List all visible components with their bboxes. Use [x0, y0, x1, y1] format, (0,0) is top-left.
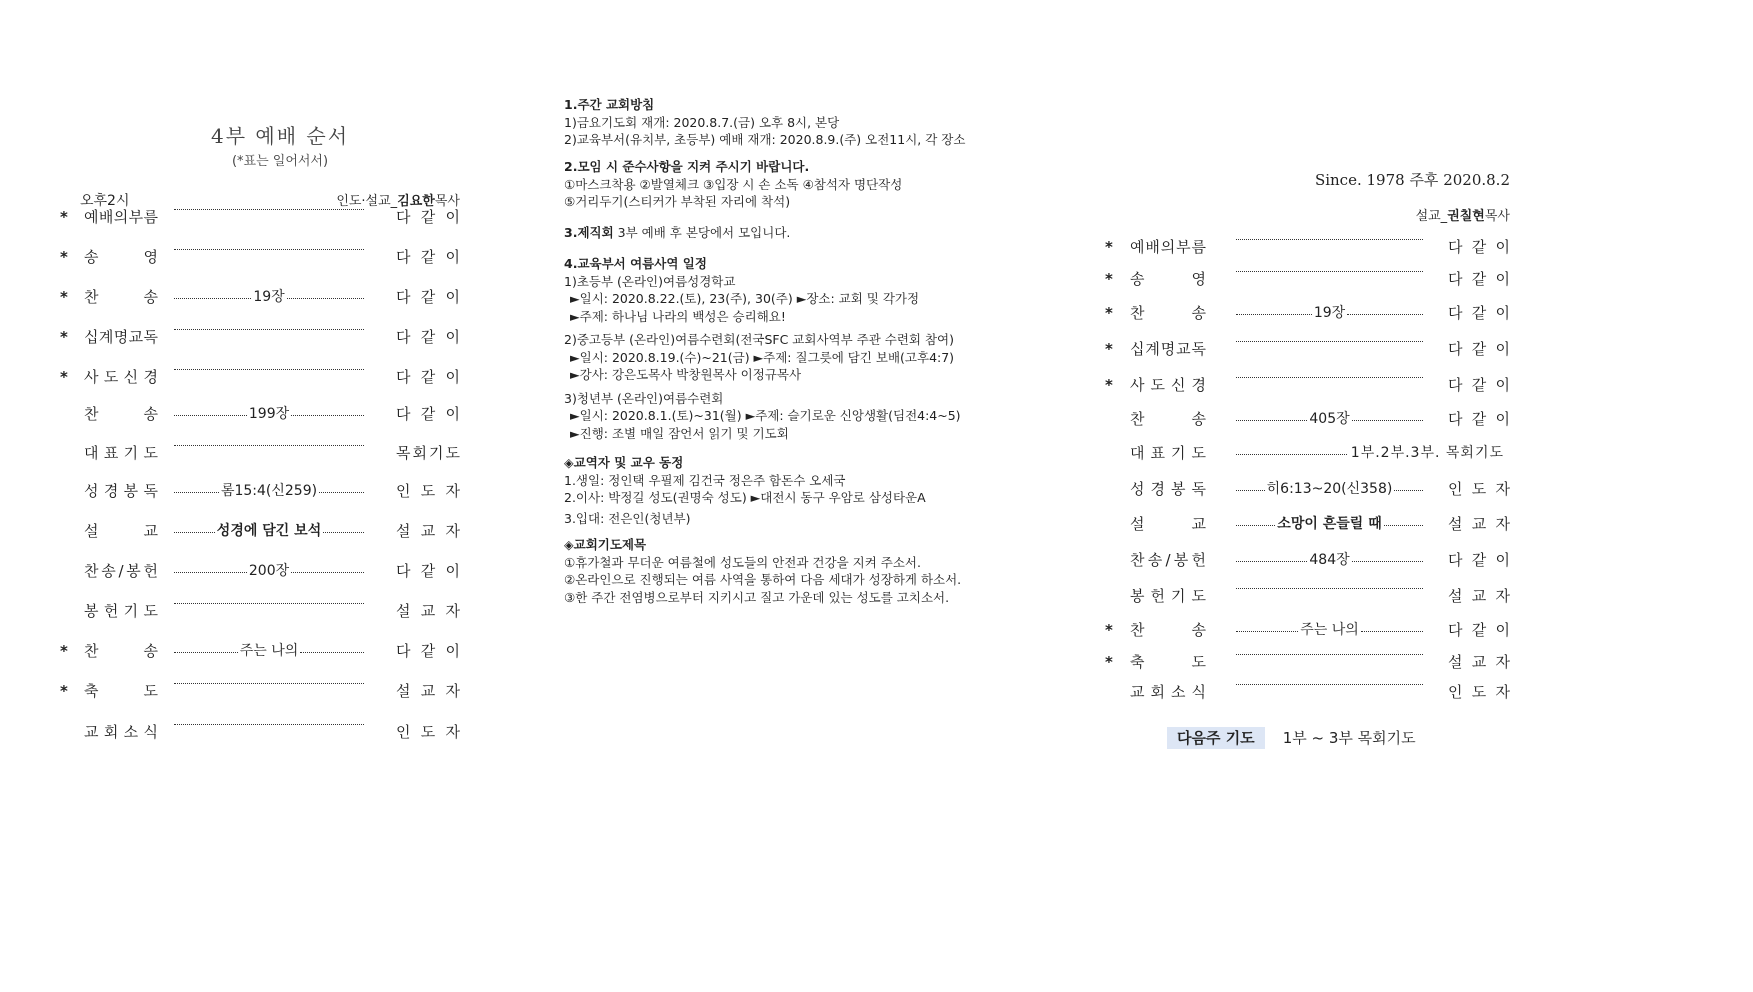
dot-leader [174, 601, 364, 604]
section-title: ◈교역자 및 교우 동정 [564, 455, 684, 470]
order-row [60, 681, 460, 701]
order-item-name: 찬 송 [1130, 410, 1206, 428]
dot-leader [1236, 303, 1423, 323]
order-item-leader: 설 교 자 [1448, 515, 1510, 533]
order-item-name: 십 계 명 교 독 [84, 328, 158, 346]
list-item: ►일시: 2020.8.22.(토), 23(주), 30(주) ►장소: 교회 및 각가정 [570, 291, 920, 306]
dot-leader [174, 207, 364, 210]
order-item-name: 찬 송 / 봉 헌 [84, 562, 158, 580]
date-line: Since. 1978 주후 2020.8.2 [1314, 171, 1510, 189]
standing-marker: * [1105, 621, 1113, 639]
order-item-leader: 인 도 자 [1448, 683, 1510, 701]
order-row [60, 722, 460, 742]
order-item-leader: 다 같 이 [1448, 410, 1510, 428]
list-item: 1.생일: 정인택 우필제 김건국 정은주 함돈수 오세국 [564, 472, 846, 488]
dot-leader [1236, 339, 1423, 342]
order-item-detail: 주는 나의 [1300, 622, 1359, 638]
dot-leader [174, 247, 364, 250]
dot-leader [1236, 682, 1423, 685]
list-item: 2)교육부서(유치부, 초등부) 예배 재개: 2020.8.9.(주) 오전11시, 각 장소 [564, 132, 966, 147]
order-row [60, 247, 460, 267]
order-item-leader: 설 교 자 [396, 602, 460, 620]
section-title: 2.모임 시 준수사항을 지켜 주시기 바랍니다. [564, 159, 810, 174]
standing-marker: * [60, 208, 68, 226]
list-item: ②온라인으로 진행되는 여름 사역을 통하여 다음 세대가 성장하게 하소서. [564, 572, 962, 587]
list-item: 3.제직회 3부 예배 후 본당에서 모입니다. [564, 225, 791, 240]
order-item-leader: 다 같 이 [1448, 238, 1510, 256]
standing-marker: * [1105, 238, 1113, 256]
order-item-name: 축 도 [1130, 653, 1206, 671]
standing-marker: * [60, 642, 68, 660]
dot-leader [174, 367, 364, 370]
service-leader: 설교_권칠현목사 [1415, 209, 1510, 224]
next-week-prayer [1167, 727, 1416, 748]
order-row [60, 641, 460, 661]
order-item-detail: 405장 [1309, 411, 1350, 427]
section-weekly-policy [564, 96, 1034, 149]
order-item-name: 봉 헌 기 도 [84, 602, 158, 620]
dot-leader [1236, 269, 1423, 272]
standing-marker: * [60, 368, 68, 386]
order-item-name: 송 영 [84, 248, 158, 266]
dot-leader [174, 722, 364, 725]
dot-leader [174, 481, 364, 501]
dot-leader [174, 521, 364, 541]
order-item-leader: 다 같 이 [396, 368, 460, 386]
order-item-name: 봉 헌 기 도 [1130, 587, 1206, 605]
standing-marker: * [1105, 270, 1113, 288]
standing-marker: * [60, 288, 68, 306]
list-item: ①마스크착용 ②발열체크 ③입장 시 손 소독 ④참석자 명단작성 [564, 176, 903, 192]
order-item-name: 십 계 명 교 독 [1130, 340, 1206, 358]
dot-leader [174, 404, 364, 424]
dot-leader [174, 287, 364, 307]
order-item-detail: 주는 나의 [239, 643, 299, 659]
order-row [60, 521, 460, 541]
dot-leader [1236, 514, 1423, 534]
order-item-detail: 19장 [253, 289, 285, 305]
order-item-name: 찬 송 [84, 405, 158, 423]
order-item-name: 대 표 기 도 [1130, 444, 1206, 462]
order-item-leader: 인 도 자 [1448, 480, 1510, 498]
dot-leader [1236, 375, 1423, 378]
list-item: ③한 주간 전염병으로부터 지키시고 질고 가운데 있는 성도를 고치소서. [564, 589, 950, 605]
list-item: 1)금요기도회 재개: 2020.8.7.(금) 오후 8시, 본당 [564, 114, 840, 130]
list-item: ►주제: 하나님 나라의 백성은 승리해요! [570, 308, 786, 324]
order-row [1105, 479, 1510, 499]
order-item-name: 찬 송 / 봉 헌 [1130, 551, 1206, 569]
standing-marker: * [60, 248, 68, 266]
order-row [1105, 375, 1510, 395]
dot-leader [174, 561, 364, 581]
list-item: ►일시: 2020.8.1.(토)~31(월) ►주제: 슬기로운 신앙생활(딤전4:4~5) [570, 408, 961, 423]
order-item-name: 교 회 소 식 [84, 723, 158, 741]
order-row [60, 481, 460, 501]
list-item: 1)초등부 (온라인)여름성경학교 [564, 273, 736, 289]
order-item-leader: 다 같 이 [396, 642, 460, 660]
next-week-label: 다음주 기도 [1167, 727, 1265, 749]
order-item-detail: 200장 [248, 563, 290, 579]
standing-marker: * [60, 682, 68, 700]
section-staff-meeting [564, 224, 1034, 242]
order-row [60, 327, 460, 347]
list-item: 2.이사: 박정길 성도(권명숙 성도) ►대전시 동구 우암로 삼성타운A [564, 490, 926, 505]
standing-marker: * [60, 328, 68, 346]
dot-leader [1236, 620, 1423, 640]
order-item-leader: 설 교 자 [396, 522, 460, 540]
order-row [60, 601, 460, 621]
order-item-detail: 롬15:4(신259) [220, 483, 318, 499]
order-item-leader: 다 같 이 [1448, 376, 1510, 394]
order-item-name: 찬 송 [84, 642, 158, 660]
list-item: ①휴가철과 무더운 여름철에 성도들의 안전과 건강을 지켜 주소서. [564, 554, 921, 570]
order-row [1105, 514, 1510, 534]
dot-leader [1236, 550, 1423, 570]
list-item: ►진행: 조별 매일 잠언서 읽기 및 기도회 [570, 425, 789, 441]
dot-leader [174, 681, 364, 684]
order-item-leader: 인 도 자 [396, 482, 460, 500]
section-title: 4.교육부서 여름사역 일정 [564, 256, 707, 271]
order-item-leader: 다 같 이 [396, 248, 460, 266]
order-item-detail: 19장 [1313, 305, 1346, 321]
order-row [1105, 443, 1510, 463]
order-item-leader: 다 같 이 [1448, 621, 1510, 639]
order-row [1105, 652, 1510, 672]
order-item-leader: 설 교 자 [396, 682, 460, 700]
dot-leader [174, 327, 364, 330]
order-item-detail: 소망이 흔들릴 때 [1277, 516, 1382, 532]
order-item-leader: 다 같 이 [1448, 270, 1510, 288]
next-week-value: 1부 ~ 3부 목회기도 [1282, 729, 1416, 747]
order-item-name: 찬 송 [84, 288, 158, 306]
section-title: 1.주간 교회방침 [564, 97, 655, 112]
order-item-leader: 다 같 이 [1448, 304, 1510, 322]
order-item-name: 송 영 [1130, 270, 1206, 288]
service-leader: 인도·설교_김요한목사 [336, 194, 460, 209]
list-item: ►일시: 2020.8.19.(수)~21(금) ►주제: 질그릇에 담긴 보배(고후4:7) [570, 349, 955, 365]
order-item-name: 예 배 의 부 름 [1130, 238, 1206, 256]
order-item-name: 교 회 소 식 [1130, 683, 1206, 701]
order-row [1105, 550, 1510, 570]
order-item-leader: 목 회 기 도 [396, 444, 460, 462]
standing-marker: * [1105, 376, 1113, 394]
order-item-name: 성 경 봉 독 [1130, 480, 1206, 498]
order-item-leader: 다 같 이 [396, 288, 460, 306]
order-item-detail: 199장 [248, 406, 290, 422]
order-row [60, 443, 460, 463]
dot-leader [1236, 237, 1423, 240]
order-row [1105, 303, 1510, 323]
order-item-detail: 1부.2부.3부. 목회기도 [1350, 445, 1504, 461]
order-item-detail: 히6:13~20(신358) [1266, 481, 1393, 497]
list-item: 2)중고등부 (온라인)여름수련회(전국SFC 교회사역부 주관 수련회 참여) [564, 332, 955, 347]
section-gathering-rules [564, 158, 1034, 211]
order-item-name: 사 도 신 경 [1130, 376, 1206, 394]
order-item-name: 성 경 봉 독 [84, 482, 158, 500]
section-prayer-topics [564, 536, 1034, 606]
order-row [60, 207, 460, 227]
order-row [1105, 409, 1510, 429]
order-row [60, 561, 460, 581]
standing-marker: * [1105, 653, 1113, 671]
order-item-leader: 다 같 이 [396, 405, 460, 423]
dot-leader [174, 443, 364, 446]
dot-leader [1236, 443, 1506, 463]
list-item: ►강사: 강은도목사 박창원목사 이정규목사 [570, 367, 802, 382]
dot-leader [1236, 586, 1423, 589]
order-row [60, 404, 460, 424]
list-item: 3.입대: 전은인(청년부) [564, 510, 691, 526]
list-item: ⑤거리두기(스티커가 부착된 자리에 착석) [564, 194, 791, 209]
order-item-name: 설 교 [84, 522, 158, 540]
order-item-leader: 설 교 자 [1448, 653, 1510, 671]
order-item-leader: 설 교 자 [1448, 587, 1510, 605]
order-row [60, 367, 460, 387]
dot-leader [174, 641, 364, 661]
order-row [1105, 339, 1510, 359]
service-time: 오후2시 [80, 193, 130, 209]
list-item: 3)청년부 (온라인)여름수련회 [564, 390, 724, 406]
dot-leader [1236, 409, 1423, 429]
standing-note: (*표는 일어서서) [231, 154, 329, 169]
order-item-leader: 다 같 이 [396, 562, 460, 580]
order-item-name: 찬 송 [1130, 621, 1206, 639]
order-item-name: 축 도 [84, 682, 158, 700]
order-item-name: 예 배 의 부 름 [84, 208, 158, 226]
dot-leader [1236, 652, 1423, 655]
order-item-detail: 성경에 담긴 보석 [216, 523, 322, 539]
order-item-leader: 다 같 이 [396, 208, 460, 226]
order-item-leader: 다 같 이 [1448, 551, 1510, 569]
order-item-detail: 484장 [1309, 552, 1350, 568]
dot-leader [1236, 479, 1423, 499]
order-item-name: 사 도 신 경 [84, 368, 158, 386]
standing-marker: * [1105, 340, 1113, 358]
order-item-leader: 다 같 이 [396, 328, 460, 346]
order-item-leader: 다 같 이 [1448, 340, 1510, 358]
order-row [1105, 586, 1510, 606]
order-row [1105, 237, 1510, 257]
standing-marker: * [1105, 304, 1113, 322]
order-row [60, 287, 460, 307]
order-row [1105, 682, 1510, 702]
section-summer-schedule [564, 255, 1034, 442]
order-item-leader: 인 도 자 [396, 723, 460, 741]
service-title: 4부 예배 순서 [210, 124, 350, 148]
order-item-name: 찬 송 [1130, 304, 1206, 322]
order-item-name: 대 표 기 도 [84, 444, 158, 462]
order-row [1105, 620, 1510, 640]
section-title: ◈교회기도제목 [564, 537, 647, 552]
section-member-news [564, 454, 1034, 527]
order-item-name: 설 교 [1130, 515, 1206, 533]
order-row [1105, 269, 1510, 289]
